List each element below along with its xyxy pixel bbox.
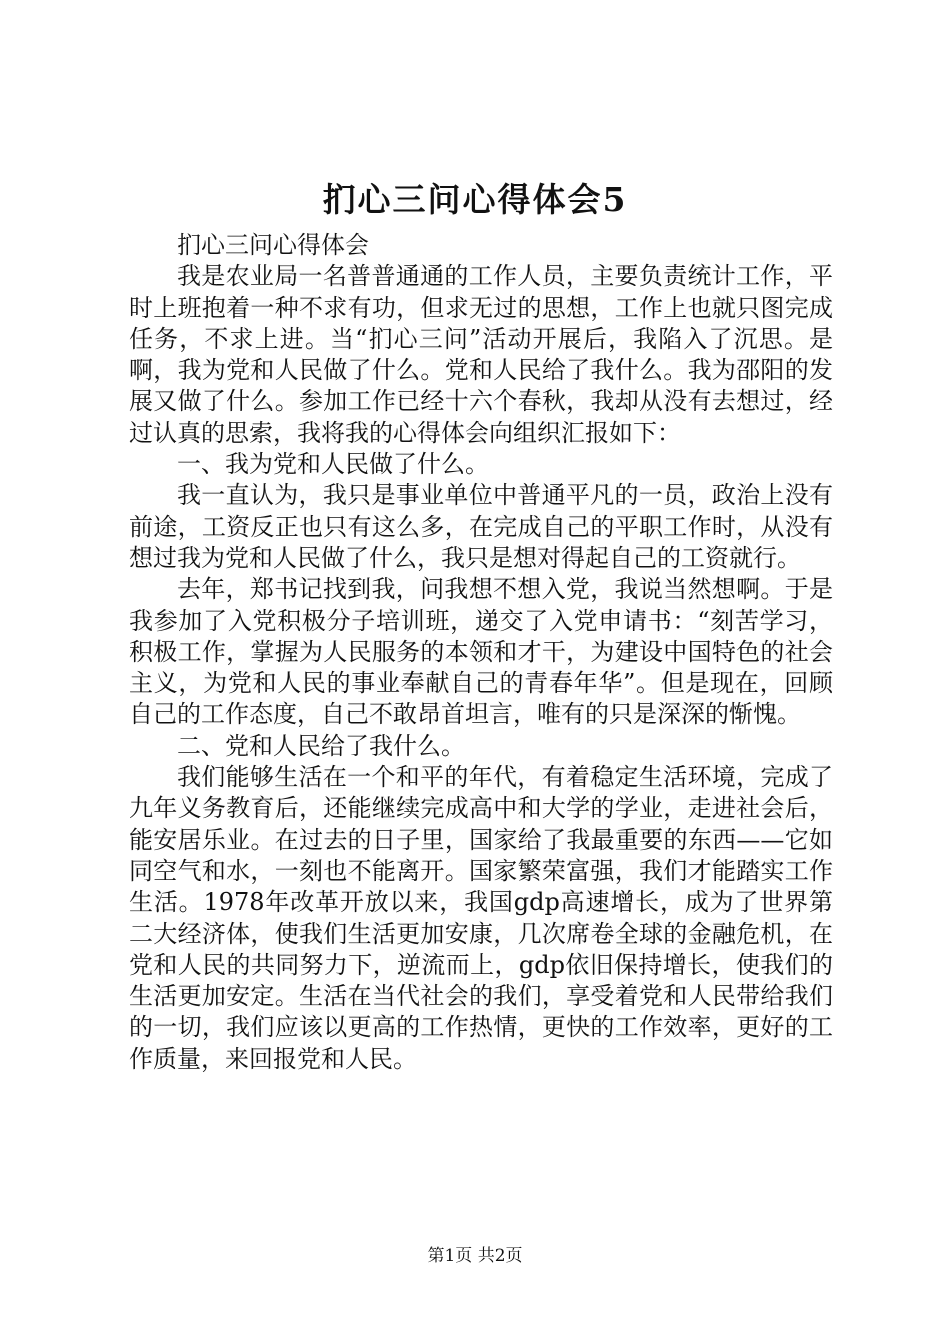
section-heading-2: 二、党和人民给了我什么。	[177, 731, 465, 760]
document-title: 扪心三问心得体会5	[322, 180, 628, 219]
paragraph-section1-b: 去年，郑书记找到我，问我想不想入党，我说当然想啊。于是我参加了入党积极分子培训班，递交了入党申请书：“刻苦学习，积极工作，掌握为人民服务的本领和才干，为建设中国特色的社会主义，为党和人民的事业奉献自己的青春年华”。但是现在，回顾自己的工作态度，自己不敢昂首坦言，唯有的只是深深的惭愧。	[129, 575, 833, 729]
section-heading-1: 一、我为党和人民做了什么。	[177, 450, 489, 479]
paragraph-section2-a: 我们能够生活在一个和平的年代，有着稳定生活环境，完成了九年义务教育后，还能继续完成高中和大学的学业，走进社会后，能安居乐业。在过去的日子里，国家给了我最重要的东西——它如同空气和水，一刻也不能离开。国家繁荣富强，我们才能踏实工作生活。1978年改革开放以来，我国gdp高速增长，成为了世界第二大经济体，使我们生活更加安康，几次席卷全球的金融危机，在党和人民的共同努力下，逆流而上，gdp依旧保持增长，使我们的生活更加安定。生活在当代社会的我们，享受着党和人民带给我们的一切，我们应该以更高的工作热情，更快的工作效率，更好的工作质量，来回报党和人民。	[129, 763, 833, 1073]
page-indicator: 第1页 共2页	[427, 1246, 523, 1266]
paragraph-intro: 我是农业局一名普普通通的工作人员，主要负责统计工作，平时上班抱着一种不求有功，但求无过的思想，工作上也就只图完成任务，不求上进。当“扪心三问”活动开展后，我陷入了沉思。是啊，我为党和人民做了什么。党和人民给了我什么。我为邵阳的发展又做了什么。参加工作已经十六个春秋，我却从没有去想过，经过认真的思索，我将我的心得体会向组织汇报如下：	[129, 262, 833, 447]
paragraph-subtitle: 扪心三问心得体会	[177, 231, 369, 259]
paragraph-section1-a: 我一直认为，我只是事业单位中普通平凡的一员，政治上没有前途，工资反正也只有这么多，在完成自己的平职工作时，从没有想过我为党和人民做了什么，我只是想对得起自己的工资就行。	[129, 481, 833, 572]
document-body	[129, 230, 833, 1075]
